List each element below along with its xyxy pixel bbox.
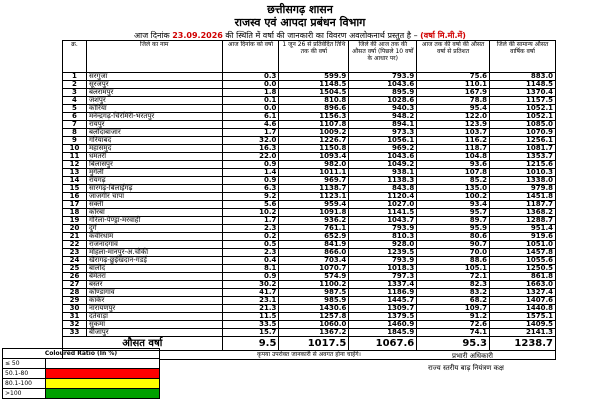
total-since-june: 1017.5: [279, 337, 349, 351]
average-rainfall: 1027.0: [349, 201, 417, 209]
percent-of-average: 75.6: [417, 73, 490, 81]
rainfall-since-june: 1123.1: [279, 193, 349, 201]
row-number: 21: [63, 233, 87, 241]
today-rainfall: 0.5: [222, 241, 279, 249]
today-rainfall: 0.0: [222, 105, 279, 113]
average-rainfall: 1445.7: [349, 297, 417, 305]
average-rainfall: 969.2: [349, 145, 417, 153]
row-number: 20: [63, 225, 87, 233]
rainfall-since-june: 1148.5: [279, 81, 349, 89]
average-rainfall: 928.0: [349, 241, 417, 249]
percent-of-average: 85.2: [417, 177, 490, 185]
annual-normal: 861.8: [490, 273, 556, 281]
rainfall-since-june: 652.9: [279, 233, 349, 241]
district-name: सारंगढ़-बिलाईगढ़: [86, 185, 222, 193]
subtitle-middle: की स्थिति में वर्षा की जानकारी का विवरण अवलोकनार्थ प्रस्तुत है –: [225, 31, 418, 40]
average-rainfall: 1028.6: [349, 97, 417, 105]
today-rainfall: 21.3: [222, 305, 279, 313]
row-number: 10: [63, 145, 87, 153]
today-rainfall: 33.5: [222, 321, 279, 329]
percent-of-average: 80.6: [417, 233, 490, 241]
rainfall-since-june: 1100.2: [279, 281, 349, 289]
row-number: 8: [63, 129, 87, 137]
row-number: 5: [63, 105, 87, 113]
col-header-since-june: 1 जून 26 से प्रतिवेदित तिथि तक की वर्षा: [279, 41, 349, 73]
average-rainfall: 793.9: [349, 257, 417, 265]
signatory-office: राज्य स्तरीय बाढ़ नियंत्रण कक्ष: [428, 364, 504, 372]
today-rainfall: 10.2: [222, 209, 279, 217]
row-number: 30: [63, 305, 87, 313]
district-name: कोरिया: [86, 105, 222, 113]
rainfall-since-june: 896.6: [279, 105, 349, 113]
district-name: बिलासपुर: [86, 161, 222, 169]
average-rainfall: 1043.6: [349, 81, 417, 89]
row-number: 16: [63, 193, 87, 201]
average-rainfall: 1309.7: [349, 305, 417, 313]
annual-normal: 1250.5: [490, 265, 556, 273]
annual-normal: 1451.8: [490, 193, 556, 201]
row-number: 31: [63, 313, 87, 321]
district-name: रायगढ़: [86, 177, 222, 185]
average-rainfall: 843.8: [349, 185, 417, 193]
row-number: 23: [63, 249, 87, 257]
annual-normal: 1575.1: [490, 313, 556, 321]
annual-normal: 1052.1: [490, 113, 556, 121]
annual-normal: 1663.0: [490, 281, 556, 289]
average-rainfall: 948.2: [349, 113, 417, 121]
row-number: 2: [63, 81, 87, 89]
annual-normal: 1085.0: [490, 121, 556, 129]
percent-of-average: 90.7: [417, 241, 490, 249]
rainfall-since-june: 1107.8: [279, 121, 349, 129]
legend-swatch: [46, 379, 160, 389]
percent-of-average: 100.2: [417, 193, 490, 201]
today-rainfall: 1.7: [222, 129, 279, 137]
today-rainfall: 0.4: [222, 257, 279, 265]
district-name: सक्ती: [86, 201, 222, 209]
table-row: [63, 329, 556, 337]
average-rainfall: 940.3: [349, 105, 417, 113]
percent-of-average: 104.8: [417, 153, 490, 161]
rainfall-since-june: 1150.8: [279, 145, 349, 153]
row-number: 12: [63, 161, 87, 169]
annual-normal: 919.6: [490, 233, 556, 241]
today-rainfall: 23.1: [222, 297, 279, 305]
legend-row: [3, 389, 160, 399]
rainfall-since-june: 959.4: [279, 201, 349, 209]
legend-row: [3, 379, 160, 389]
today-rainfall: 30.2: [222, 281, 279, 289]
row-number: 27: [63, 281, 87, 289]
annual-normal: 1070.9: [490, 129, 556, 137]
average-rainfall: 1138.3: [349, 177, 417, 185]
annual-normal: 979.8: [490, 185, 556, 193]
district-name: मोहला-मानपुर-अं.चौकी: [86, 249, 222, 257]
average-rainfall: 1379.5: [349, 313, 417, 321]
row-number: 32: [63, 321, 87, 329]
district-name: राजनांदगांव: [86, 241, 222, 249]
col-header-annual: जिले की सामान्य औसत वार्षिक वर्षा: [490, 41, 556, 73]
district-name: जशपुर: [86, 97, 222, 105]
percent-of-average: 167.9: [417, 89, 490, 97]
header-department: राजस्व एवं आपदा प्रबंधन विभाग: [234, 16, 366, 29]
annual-normal: 1081.7: [490, 145, 556, 153]
percent-of-average: 93.4: [417, 201, 490, 209]
col-header-today: आज दिनांक को वर्षा: [222, 41, 279, 73]
rainfall-since-june: 1093.4: [279, 153, 349, 161]
percent-of-average: 103.7: [417, 129, 490, 137]
district-name: मुंगेली: [86, 169, 222, 177]
legend-label: 80.1-100: [3, 379, 46, 389]
district-name: बलरामपुर: [86, 89, 222, 97]
rainfall-since-june: 1226.7: [279, 137, 349, 145]
district-name: मनेन्द्रगढ़-चिरमिरी-भरतपुर: [86, 113, 222, 121]
rainfall-since-june: 599.9: [279, 73, 349, 81]
percent-of-average: 107.8: [417, 169, 490, 177]
annual-normal: 2141.3: [490, 329, 556, 337]
percent-of-average: 122.0: [417, 113, 490, 121]
percent-of-average: 70.0: [417, 249, 490, 257]
rainfall-since-june: 703.4: [279, 257, 349, 265]
percent-of-average: 110.1: [417, 81, 490, 89]
row-number: 29: [63, 297, 87, 305]
footer-note: कृपया उपरोक्त जानकारी से अवगत होना चाहेंगे।: [63, 351, 556, 360]
rainfall-since-june: 1257.8: [279, 313, 349, 321]
legend-row: [3, 359, 160, 369]
annual-normal: 1215.6: [490, 161, 556, 169]
district-name: दुर्ग: [86, 225, 222, 233]
average-rainfall: 1337.4: [349, 281, 417, 289]
district-name: बीजापुर: [86, 329, 222, 337]
rainfall-since-june: 1060.0: [279, 321, 349, 329]
today-rainfall: 2.3: [222, 225, 279, 233]
colour-legend: [2, 348, 160, 399]
average-rainfall: 797.3: [349, 273, 417, 281]
total-today: 9.5: [222, 337, 279, 351]
row-number: 13: [63, 169, 87, 177]
today-rainfall: 41.7: [222, 289, 279, 297]
percent-of-average: 68.2: [417, 297, 490, 305]
annual-normal: 951.4: [490, 225, 556, 233]
total-label: औसत वर्षा: [63, 337, 223, 351]
average-rainfall: 1845.9: [349, 329, 417, 337]
annual-normal: 1440.8: [490, 305, 556, 313]
today-rainfall: 0.9: [222, 177, 279, 185]
annual-normal: 1409.5: [490, 321, 556, 329]
annual-normal: 1148.5: [490, 81, 556, 89]
rainfall-since-june: 1504.5: [279, 89, 349, 97]
percent-of-average: 109.7: [417, 305, 490, 313]
district-name: सूरजपुर: [86, 81, 222, 89]
row-number: 25: [63, 265, 87, 273]
today-rainfall: 11.5: [222, 313, 279, 321]
district-name: कांकेर: [86, 297, 222, 305]
legend-row: [3, 369, 160, 379]
total-average: 1067.6: [349, 337, 417, 351]
percent-of-average: 95.4: [417, 105, 490, 113]
district-name: बालोद: [86, 265, 222, 273]
legend-swatch: [46, 359, 160, 369]
average-rainfall: 1056.1: [349, 137, 417, 145]
rainfall-since-june: 1367.2: [279, 329, 349, 337]
row-number: 17: [63, 201, 87, 209]
annual-normal: 1353.7: [490, 153, 556, 161]
today-rainfall: 32.0: [222, 137, 279, 145]
unit-label: (वर्षा मि.मी.में): [420, 31, 466, 40]
percent-of-average: 74.1: [417, 329, 490, 337]
row-number: 22: [63, 241, 87, 249]
rainfall-since-june: 1430.6: [279, 305, 349, 313]
annual-normal: 1457.8: [490, 249, 556, 257]
annual-normal: 883.0: [490, 73, 556, 81]
signatory-title: प्रभारी अधिकारी: [452, 352, 493, 360]
legend-label: 50.1-80: [3, 369, 46, 379]
average-rainfall: 1043.6: [349, 153, 417, 161]
district-name: महासमुंद: [86, 145, 222, 153]
average-rainfall: 810.3: [349, 233, 417, 241]
today-rainfall: 8.1: [222, 265, 279, 273]
rainfall-since-june: 1156.3: [279, 113, 349, 121]
average-rainfall: 973.3: [349, 129, 417, 137]
today-rainfall: 0.2: [222, 233, 279, 241]
percent-of-average: 83.2: [417, 289, 490, 297]
today-rainfall: 1.4: [222, 169, 279, 177]
annual-normal: 1010.3: [490, 169, 556, 177]
average-rainfall: 1018.3: [349, 265, 417, 273]
today-rainfall: 6.3: [222, 185, 279, 193]
rainfall-since-june: 841.9: [279, 241, 349, 249]
row-number: 1: [63, 73, 87, 81]
col-header-percent: आज तक की वर्षा की औसत वर्षा से प्रतिशत: [417, 41, 490, 73]
percent-of-average: 93.6: [417, 161, 490, 169]
today-rainfall: 5.6: [222, 201, 279, 209]
average-rainfall: 1239.5: [349, 249, 417, 257]
rainfall-since-june: 1070.7: [279, 265, 349, 273]
row-number: 15: [63, 185, 87, 193]
header-government: छत्तीसगढ़ शासन: [267, 3, 333, 16]
rainfall-since-june: 985.9: [279, 297, 349, 305]
subtitle-prefix: आज दिनांक: [134, 31, 170, 40]
total-percent: 95.3: [417, 337, 490, 351]
percent-of-average: 95.9: [417, 225, 490, 233]
annual-normal: 1055.6: [490, 257, 556, 265]
district-name: बस्तर: [86, 281, 222, 289]
rainfall-since-june: 1138.7: [279, 185, 349, 193]
annual-normal: 1157.5: [490, 97, 556, 105]
percent-of-average: 72.1: [417, 273, 490, 281]
row-number: 19: [63, 217, 87, 225]
average-rainfall: 894.1: [349, 121, 417, 129]
annual-normal: 1368.2: [490, 209, 556, 217]
today-rainfall: 16.3: [222, 145, 279, 153]
annual-normal: 1370.4: [490, 89, 556, 97]
today-rainfall: 2.3: [222, 249, 279, 257]
today-rainfall: 0.9: [222, 161, 279, 169]
percent-of-average: 135.0: [417, 185, 490, 193]
annual-normal: 1288.7: [490, 217, 556, 225]
district-name: रायपुर: [86, 121, 222, 129]
row-number: 7: [63, 121, 87, 129]
col-header-district: जिले का नाम: [86, 41, 222, 73]
annual-normal: 1338.0: [490, 177, 556, 185]
today-rainfall: 4.6: [222, 121, 279, 129]
district-name: कवीरधाम: [86, 233, 222, 241]
percent-of-average: 89.7: [417, 217, 490, 225]
today-rainfall: 0.0: [222, 81, 279, 89]
district-name: खैरागढ़-छुईखदान-गंडई: [86, 257, 222, 265]
percent-of-average: 105.1: [417, 265, 490, 273]
district-name: सरगुजा: [86, 73, 222, 81]
percent-of-average: 72.6: [417, 321, 490, 329]
annual-normal: 1051.0: [490, 241, 556, 249]
district-name: धमतरी: [86, 153, 222, 161]
district-name: जांजगीर चांपा: [86, 193, 222, 201]
legend-label: >100: [3, 389, 46, 399]
average-rainfall: 1120.4: [349, 193, 417, 201]
table-header-row: [63, 41, 556, 73]
average-rainfall: 938.1: [349, 169, 417, 177]
percent-of-average: 78.8: [417, 97, 490, 105]
today-rainfall: 22.0: [222, 153, 279, 161]
average-rainfall: 1186.9: [349, 289, 417, 297]
row-number: 6: [63, 113, 87, 121]
rainfall-since-june: 1091.8: [279, 209, 349, 217]
rainfall-since-june: 761.1: [279, 225, 349, 233]
col-header-no: क्र.: [63, 41, 87, 73]
today-rainfall: 1.8: [222, 89, 279, 97]
district-name: गौरेला-पेण्ड्रा-मरवाही: [86, 217, 222, 225]
today-rainfall: 0.1: [222, 97, 279, 105]
average-rainfall: 1141.5: [349, 209, 417, 217]
rainfall-since-june: 936.2: [279, 217, 349, 225]
row-number: 33: [63, 329, 87, 337]
row-number: 28: [63, 289, 87, 297]
col-header-average: जिले की आज तक की औसत वर्षा (पिछले 10 वर्षों के आधार पर): [349, 41, 417, 73]
percent-of-average: 95.7: [417, 209, 490, 217]
today-rainfall: 0.3: [222, 73, 279, 81]
total-annual: 1238.7: [490, 337, 556, 351]
legend-swatch: [46, 389, 160, 399]
row-number: 4: [63, 97, 87, 105]
row-number: 18: [63, 209, 87, 217]
annual-normal: 1187.7: [490, 201, 556, 209]
today-rainfall: 0.9: [222, 273, 279, 281]
report-date: 23.09.2026: [172, 31, 223, 40]
annual-normal: 1407.6: [490, 297, 556, 305]
annual-normal: 1052.1: [490, 105, 556, 113]
average-rainfall: 1043.7: [349, 217, 417, 225]
rainfall-since-june: 1011.1: [279, 169, 349, 177]
rainfall-since-june: 574.9: [279, 273, 349, 281]
district-name: दंतेवाड़ा: [86, 313, 222, 321]
rainfall-since-june: 866.0: [279, 249, 349, 257]
average-rainfall: 1049.2: [349, 161, 417, 169]
rainfall-since-june: 810.8: [279, 97, 349, 105]
average-rainfall: 1460.9: [349, 321, 417, 329]
percent-of-average: 88.6: [417, 257, 490, 265]
district-name: बलौदाबाजार: [86, 129, 222, 137]
percent-of-average: 91.2: [417, 313, 490, 321]
average-rainfall: 793.9: [349, 225, 417, 233]
rainfall-since-june: 969.7: [279, 177, 349, 185]
row-number: 26: [63, 273, 87, 281]
rainfall-since-june: 982.0: [279, 161, 349, 169]
district-name: सुकमा: [86, 321, 222, 329]
legend-label: ≤ 50: [3, 359, 46, 369]
legend-caption: Coloured Ratio (In %): [3, 349, 160, 359]
rainfall-since-june: 987.5: [279, 289, 349, 297]
percent-of-average: 118.7: [417, 145, 490, 153]
row-number: 3: [63, 89, 87, 97]
average-rainfall: 895.9: [349, 89, 417, 97]
district-name: गरियाबंद: [86, 137, 222, 145]
annual-normal: 1327.4: [490, 289, 556, 297]
today-rainfall: 6.1: [222, 113, 279, 121]
district-name: कोरबा: [86, 209, 222, 217]
annual-normal: 1256.1: [490, 137, 556, 145]
average-rainfall: 793.9: [349, 73, 417, 81]
row-number: 14: [63, 177, 87, 185]
row-number: 9: [63, 137, 87, 145]
legend-swatch: [46, 369, 160, 379]
percent-of-average: 116.2: [417, 137, 490, 145]
today-rainfall: 15.7: [222, 329, 279, 337]
row-number: 11: [63, 153, 87, 161]
percent-of-average: 123.9: [417, 121, 490, 129]
rainfall-since-june: 1009.2: [279, 129, 349, 137]
today-rainfall: 9.2: [222, 193, 279, 201]
today-rainfall: 1.7: [222, 217, 279, 225]
district-name: नारायणपुर: [86, 305, 222, 313]
row-number: 24: [63, 257, 87, 265]
percent-of-average: 82.3: [417, 281, 490, 289]
rainfall-table: [62, 40, 556, 360]
district-name: कोण्डागांव: [86, 289, 222, 297]
district-name: बेमेतरा: [86, 273, 222, 281]
